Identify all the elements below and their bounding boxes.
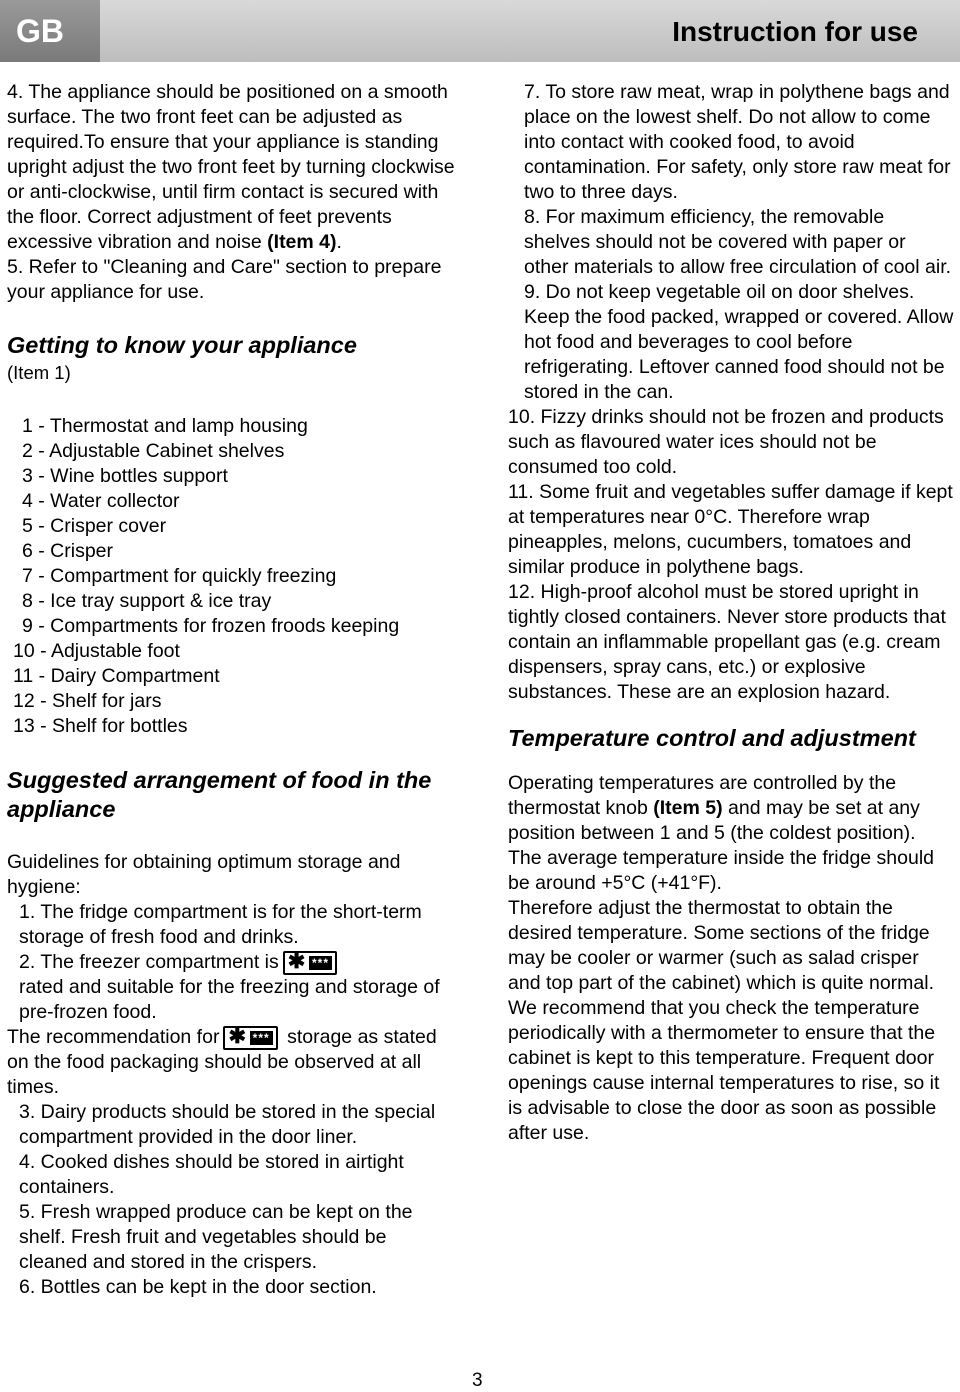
- freezer-star-rating-icon: ✱ ***: [223, 1026, 277, 1050]
- left-column: [7, 80, 459, 1300]
- list-item: 6 - Crisper: [22, 540, 114, 562]
- list-item: 8 - Ice tray support & ice tray: [22, 590, 272, 612]
- guideline-1: 1. The fridge compartment is for the short-term storage of fresh food and drinks.: [19, 901, 422, 948]
- item-ref: (Item 5): [653, 797, 723, 819]
- list-item: 10 - Adjustable foot: [13, 640, 180, 662]
- paragraph-5: 5. Refer to "Cleaning and Care" section to prepare your appliance for use.: [7, 256, 442, 303]
- section-heading-know: Getting to know your appliance: [7, 332, 357, 358]
- guideline-2-note: The recommendation for ✱ *** storage as stated on the food packaging should be observed at all times.: [7, 1024, 437, 1098]
- section-heading-temperature: Temperature control and adjustment: [508, 725, 916, 751]
- temperature-paragraph-1: Operating temperatures are controlled by the thermostat knob (Item 5) and may be set at any position between 1 and 5 (the coldest position).: [508, 772, 920, 844]
- guideline-11: 11. Some fruit and vegetables suffer damage if kept at temperatures near 0°C. Therefore wrap pineapples, melons, cucumbers, tomatoes and similar produce in polythene bags.: [508, 481, 953, 578]
- paragraph-4: 4. The appliance should be positioned on a smooth surface. The two front feet can be adjusted as required.To ensure that your appliance is standing upright adjust the two front feet by turning clockwise or anti-clockwise, until firm contact is secured with the floor. Correct adjustment of feet prevents excessive vibration and noise (Item 4).: [7, 81, 455, 253]
- language-code: GB: [0, 0, 100, 62]
- guidelines-intro: Guidelines for obtaining optimum storage and hygiene:: [7, 851, 401, 898]
- list-item: 13 - Shelf for bottles: [13, 715, 188, 737]
- guideline-6: 6. Bottles can be kept in the door section.: [19, 1276, 377, 1298]
- guideline-9: 9. Do not keep vegetable oil on door shelves. Keep the food packed, wrapped or covered. Allow hot food and beverages to cool before refrigerating. Leftover canned food should not be stored in the can.: [524, 281, 954, 403]
- page-number: 3: [472, 1370, 483, 1391]
- list-item: 12 - Shelf for jars: [13, 690, 162, 712]
- guideline-10: 10. Fizzy drinks should not be frozen and products such as flavoured water ices should not be consumed too cold.: [508, 406, 944, 478]
- guideline-12: 12. High-proof alcohol must be stored upright in tightly closed containers. Never store products that contain an inflammable propellant gas (e.g. cream dispensers, spray cans, etc.) or explosive substances. These are an explosion hazard.: [508, 581, 946, 703]
- guideline-7: 7. To store raw meat, wrap in polythene bags and place on the lowest shelf. Do not allow to come into contact with cooked food, to avoid contamination. For safety, only store raw meat for two to three days.: [524, 81, 951, 203]
- temperature-paragraph-3: Therefore adjust the thermostat to obtain the desired temperature. Some sections of the fridge may be cooler or warmer (such as salad crisper and top part of the cabinet) which is quite normal. We recommend that you check the temperature periodically with a thermometer to ensure that the cabinet is kept to this temperature. Frequent door openings cause internal temperatures to rise, so it is advisable to close the door as soon as possible after use.: [508, 897, 940, 1144]
- freezer-star-rating-icon: ✱ ***: [283, 951, 337, 975]
- guideline-3: 3. Dairy products should be stored in the special compartment provided in the door liner.: [19, 1101, 436, 1148]
- list-item: 1 - Thermostat and lamp housing: [22, 415, 308, 437]
- guideline-4: 4. Cooked dishes should be stored in airtight containers.: [19, 1151, 404, 1198]
- section-heading-arrangement: Suggested arrangement of food in the appliance: [7, 767, 432, 822]
- document-title: Instruction for use: [672, 16, 918, 47]
- guideline-2: 2. The freezer compartment is ✱ *** rated and suitable for the freezing and storage of pre-frozen food.: [19, 949, 440, 1023]
- list-item: 11 - Dairy Compartment: [13, 665, 220, 687]
- guideline-8: 8. For maximum efficiency, the removable shelves should not be covered with paper or other materials to allow free circulation of cool air.: [524, 206, 952, 278]
- header-bar: [0, 0, 960, 62]
- list-item: 4 - Water collector: [22, 490, 180, 512]
- list-item: 7 - Compartment for quickly freezing: [22, 565, 337, 587]
- list-item: 2 - Adjustable Cabinet shelves: [22, 440, 285, 462]
- temperature-paragraph-2: The average temperature inside the fridge should be around +5°C (+41°F).: [508, 847, 935, 894]
- right-column: [508, 80, 954, 1146]
- list-item: 9 - Compartments for frozen froods keeping: [22, 615, 400, 637]
- list-item: 3 - Wine bottles support: [22, 465, 228, 487]
- guideline-5: 5. Fresh wrapped produce can be kept on the shelf. Fresh fruit and vegetables should be cleaned and stored in the crispers.: [19, 1201, 413, 1273]
- item-ref: (Item 1): [7, 362, 71, 383]
- item-ref: (Item 4): [267, 231, 337, 253]
- list-item: 5 - Crisper cover: [22, 515, 167, 537]
- parts-list: [7, 414, 459, 739]
